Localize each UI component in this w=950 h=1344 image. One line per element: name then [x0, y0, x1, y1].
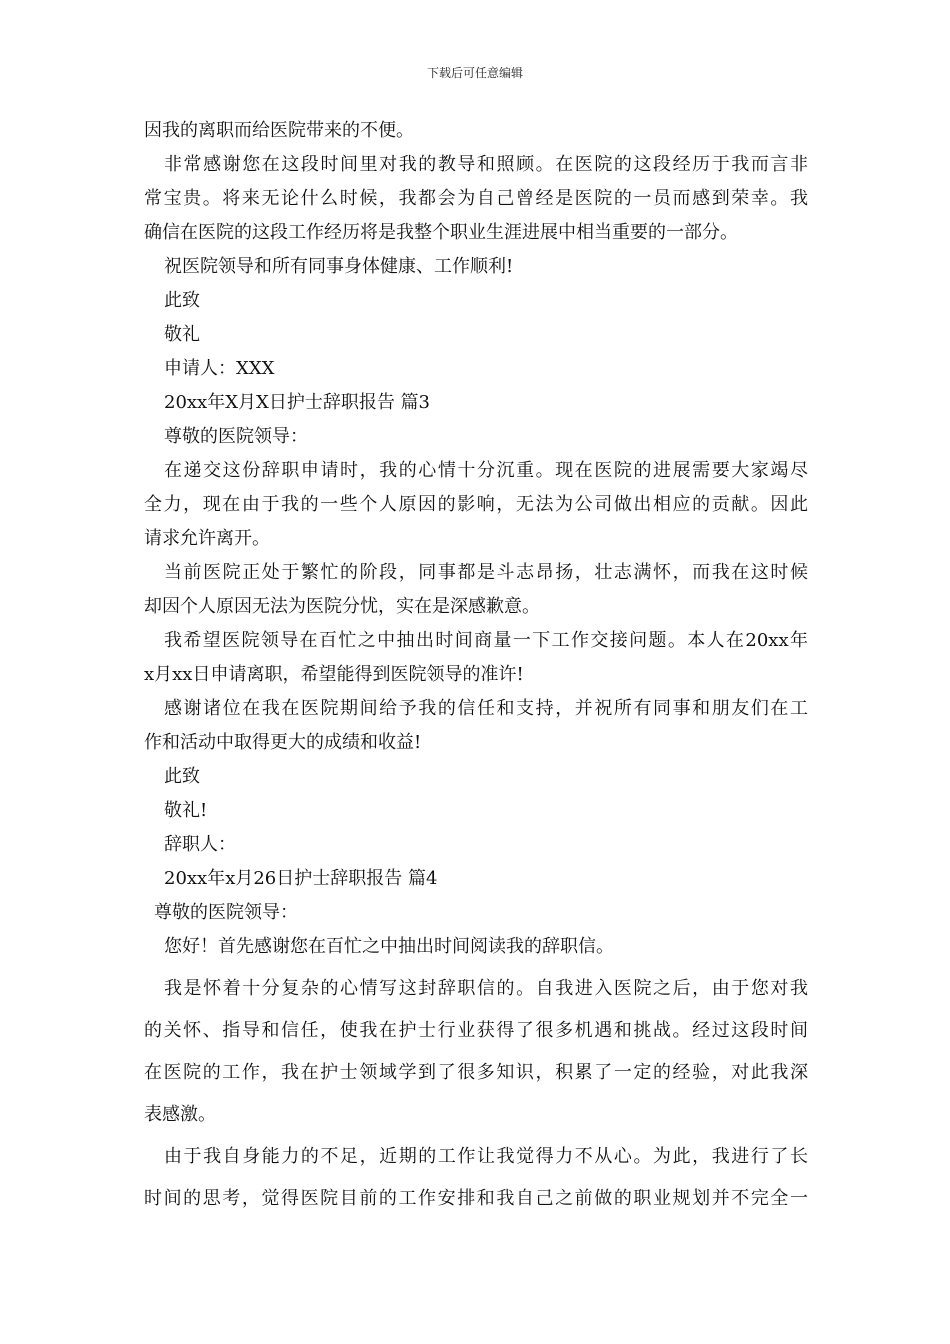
text-line: 非常感谢您在这段时间里对我的教导和照顾。在医院的这段经历于我而言非 [164, 154, 808, 175]
text-line: 感谢诸位在我在医院期间给予我的信任和支持，并祝所有同事和朋友们在工 [164, 698, 808, 719]
text-line: 全力，现在由于我的一些个人原因的影响，无法为公司做出相应的贡献。因此 [144, 494, 808, 515]
text-line: x月xx日申请离职，希望能得到医院领导的准许! [144, 664, 524, 685]
text-line: 请求允许离开。 [144, 528, 270, 549]
text-line: 表感激。 [144, 1104, 216, 1125]
text-line: 祝医院领导和所有同事身体健康、工作顺利! [164, 256, 514, 277]
text-line: 确信在医院的这段工作经历将是我整个职业生涯进展中相当重要的一部分。 [144, 222, 738, 243]
text-line: 敬礼! [164, 800, 208, 821]
text-line: 我希望医院领导在百忙之中抽出时间商量一下工作交接问题。本人在20xx年 [164, 630, 808, 651]
text-line: 申请人：XXX [164, 358, 275, 379]
salutation: 尊敬的医院领导： [164, 426, 308, 447]
text-line: 作和活动中取得更大的成绩和收益! [144, 732, 422, 753]
text-line: 我是怀着十分复杂的心情写这封辞职信的。自我进入医院之后，由于您对我 [164, 978, 808, 999]
letter-body [144, 121, 808, 1223]
section-heading: 20xx年x月26日护士辞职报告 篇4 [164, 868, 438, 889]
text-line: 敬礼 [164, 324, 200, 345]
text-line: 辞职人： [164, 834, 236, 855]
page-header-caption: 下载后可任意编辑 [426, 66, 523, 80]
text-line: 此致 [164, 290, 200, 311]
section-heading: 20xx年X月X日护士辞职报告 篇3 [164, 392, 431, 413]
text-line: 时间的思考，觉得医院目前的工作安排和我自己之前做的职业规划并不完全一 [144, 1188, 808, 1209]
text-line: 因我的离职而给医院带来的不便。 [144, 120, 414, 141]
text-line: 却因个人原因无法为医院分忧，实在是深感歉意。 [144, 596, 540, 617]
text-line: 此致 [164, 766, 200, 787]
text-line: 在递交这份辞职申请时，我的心情十分沉重。现在医院的进展需要大家竭尽 [164, 460, 808, 481]
text-line: 常宝贵。将来无论什么时候，我都会为自己曾经是医院的一员而感到荣幸。我 [144, 188, 808, 209]
text-line: 的关怀、指导和信任，使我在护士行业获得了很多机遇和挑战。经过这段时间 [144, 1020, 808, 1041]
salutation: 尊敬的医院领导： [154, 902, 298, 923]
text-line: 由于我自身能力的不足，近期的工作让我觉得力不从心。为此，我进行了长 [164, 1146, 808, 1167]
text-line: 当前医院正处于繁忙的阶段，同事都是斗志昂扬，壮志满怀，而我在这时候 [164, 562, 808, 583]
text-line: 您好！首先感谢您在百忙之中抽出时间阅读我的辞职信。 [164, 936, 614, 957]
text-line: 在医院的工作，我在护士领域学到了很多知识，积累了一定的经验，对此我深 [144, 1062, 808, 1083]
